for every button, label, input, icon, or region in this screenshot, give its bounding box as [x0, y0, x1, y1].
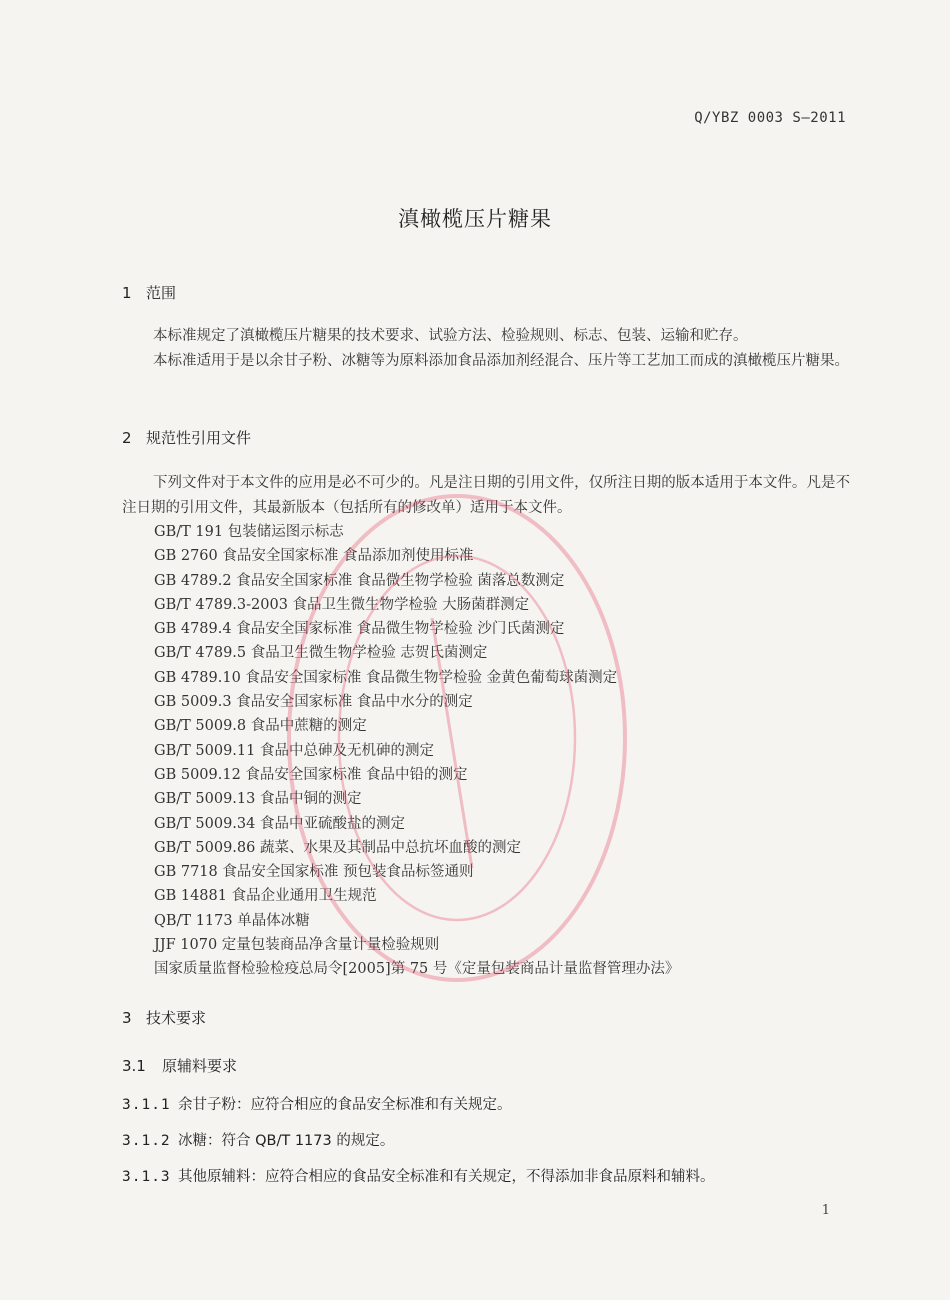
reference-item: GB 2760 食品安全国家标准 食品添加剂使用标准 — [154, 548, 474, 565]
clause-text: 冰糖：符合 QB/T 1173 的规定。 — [178, 1133, 395, 1149]
section-title: 规范性引用文件 — [146, 429, 252, 447]
clause-text: 余甘子粉：应符合相应的食品安全标准和有关规定。 — [178, 1097, 512, 1113]
reference-item: QB/T 1173 单晶体冰糖 — [154, 912, 310, 929]
reference-item: GB 4789.10 食品安全国家标准 食品微生物学检验 金黄色葡萄球菌测定 — [154, 669, 618, 686]
section-number: 3 — [122, 1009, 132, 1027]
reference-item: GB/T 5009.11 食品中总砷及无机砷的测定 — [154, 742, 434, 759]
reference-item: GB/T 5009.34 食品中亚硫酸盐的测定 — [154, 815, 405, 832]
clause-text: 其他原辅料：应符合相应的食品安全标准和有关规定，不得添加非食品原料和辅料。 — [178, 1169, 715, 1185]
section-1-heading — [122, 282, 176, 303]
section-2-intro — [122, 471, 850, 520]
paragraph: 本标准规定了滇橄榄压片糖果的技术要求、试验方法、检验规则、标志、包装、运输和贮存。 — [153, 328, 748, 344]
page-number: 1 — [821, 1203, 830, 1218]
reference-item: GB/T 5009.13 食品中铜的测定 — [154, 791, 362, 808]
reference-item: GB/T 4789.3-2003 食品卫生微生物学检验 大肠菌群测定 — [154, 596, 530, 613]
paragraph: 下列文件对于本文件的应用是必不可少的。凡是注日期的引用文件，仅所注日期的版本适用于本文件。凡是不注日期的引用文件，其最新版本（包括所有的修改单）适用于本文件。 — [122, 475, 850, 516]
reference-item: GB/T 5009.86 蔬菜、水果及其制品中总抗坏血酸的测定 — [154, 839, 521, 856]
section-title: 技术要求 — [146, 1009, 207, 1027]
clause-3-1-2 — [122, 1129, 394, 1150]
reference-item: GB/T 191 包装储运图示标志 — [154, 524, 344, 540]
clause-number: 3.1.2 — [122, 1133, 171, 1149]
reference-item: GB/T 4789.5 食品卫生微生物学检验 志贺氏菌测定 — [154, 645, 488, 662]
section-3-heading — [122, 1007, 206, 1028]
subsection-3-1-heading — [122, 1055, 237, 1076]
section-2-heading — [122, 427, 251, 448]
reference-item: GB 14881 食品企业通用卫生规范 — [154, 888, 377, 905]
document-title: 滇橄榄压片糖果 — [398, 207, 552, 231]
clause-3-1-3 — [122, 1165, 715, 1186]
subsection-title: 原辅料要求 — [162, 1057, 238, 1075]
clause-number: 3.1.3 — [122, 1169, 171, 1185]
reference-list — [154, 520, 679, 982]
section-title: 范围 — [146, 284, 177, 302]
section-number: 1 — [122, 284, 132, 302]
reference-item: 国家质量监督检验检疫总局令[2005]第 75 号《定量包装商品计量监督管理办法》 — [154, 961, 680, 978]
reference-item: GB 5009.3 食品安全国家标准 食品中水分的测定 — [154, 694, 473, 711]
paragraph: 本标准适用于是以余甘子粉、冰糖等为原料添加食品添加剂经混合、压片等工艺加工而成的滇橄榄压片糖果。 — [153, 352, 849, 369]
reference-item: JJF 1070 定量包装商品净含量计量检验规则 — [154, 937, 440, 954]
reference-item: GB/T 5009.8 食品中蔗糖的测定 — [154, 718, 367, 735]
section-number: 2 — [122, 429, 132, 447]
reference-item: GB 4789.2 食品安全国家标准 食品微生物学检验 菌落总数测定 — [154, 572, 565, 589]
clause-3-1-1 — [122, 1093, 512, 1114]
reference-item: GB 5009.12 食品安全国家标准 食品中铅的测定 — [154, 766, 468, 783]
document-code: Q/YBZ 0003 S—2011 — [694, 110, 846, 126]
section-1-body — [122, 324, 850, 373]
reference-item: GB 4789.4 食品安全国家标准 食品微生物学检验 沙门氏菌测定 — [154, 621, 565, 638]
subsection-number: 3.1 — [122, 1057, 146, 1075]
clause-number: 3.1.1 — [122, 1097, 171, 1113]
reference-item: GB 7718 食品安全国家标准 预包装食品标签通则 — [154, 864, 474, 881]
